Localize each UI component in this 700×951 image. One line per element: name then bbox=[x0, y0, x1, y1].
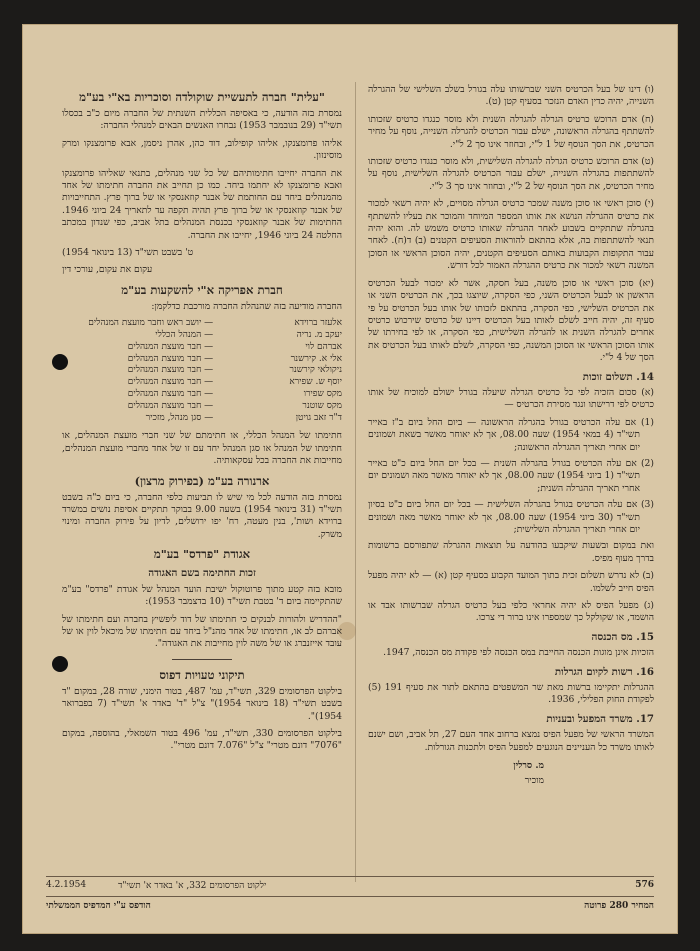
member-role: — חבר מועצת המנהלים bbox=[127, 353, 214, 364]
member-name: יעקב מ. נריה bbox=[296, 330, 342, 341]
page-number: 576 bbox=[635, 880, 654, 890]
paragraph: (י) סוכן ראשי או סוכן משנה שמכר כרטיס הגרלה מסויים, לא יהיה רשאי למכור את כרטיס ההגרלה הנושא את אותו המספר המיוחד והמוכר את בעליו להשתתף בהגרלה שתתקיים בשבוע לאחר ההגרלה שאותו כרטיס משמש לה. והוא יהיה תנאי להשתתפות בה, אלא בהתאם להוראות הסעיפים הקטנים (ב) ד(ח). לאחר עבור התקופות הקבועות באותם הסעיפים הקטנים, יהיה הסוכן הראשי או הסוכן המשנה רשאי למכור את כרטיס ההגרלה האמור לכל דורש. bbox=[368, 198, 654, 272]
list-item: (2) אם עלה הכרטיס בגורל בהגרלה השנית — בכל יום החל ביום כ"ט באייר תשי"ד (1 ביוני 1954) שעה 08.00, אך לא יאוחר מאשר מאה ושמונים יום אחרי תאריך ההגרלה השנית; bbox=[367, 457, 654, 494]
notice-title: "עלית" חברה לתעשיית שוקולדה וסוכריות בא"י בע"מ bbox=[79, 90, 325, 104]
page-footer bbox=[46, 876, 654, 891]
right-column bbox=[368, 84, 654, 787]
paragraph: (ב) לא נדרש תשלום זכית בתוך המועד הקבוע בסעיף קטן (א) — לא יהיה מפעל הפיס חייב לשלמו. bbox=[368, 570, 654, 594]
paragraph: (ט) אדם הרוכש כרטיס הגרלה להגרלה השלישית, ולא מוסר כנגדו כרטיס שזכותו להשתתפות בהגרלה השנייה, ישלם עבור הכרטיס להגרלה השלישית, נוסף על מחיר הכרטיס, את הסך הנוסף של 2 ל"י, ובחוזר אינו סך 3 ל"י. bbox=[368, 156, 654, 192]
paragraph: בילקוט הפרסומים 329, תשי"ד, עמ' 487, בטור הימני, שורה 28, במקום "ד בשבט תשי"ד (18 בינואר 1954)" צ"ל "ד' באדר א' תשי"ד (7 בפברואר 1954)". bbox=[62, 685, 343, 722]
member-name: מקס שוטנר bbox=[302, 400, 342, 411]
signature-block bbox=[368, 760, 544, 787]
document-page bbox=[22, 24, 678, 934]
paragraph: "ההדריש ולהורות לבנקים כי חתימתו של דוד ליפשיץ בחברה ועם חתימתו של אברהם לב או, חתימתו של אחד מהנ"ל ביחד עם חתימתו של מיכאל לוין או של עובד אייזנברג או של משה לוין מחייבות את האגודה". bbox=[62, 613, 342, 650]
paragraph: בילקוט הפרסומים 330, תשי"ד, עמ' 496 בטור השמאלי, בהוספה, במקום "7076" דונם מטרי" צ"ל "7.076 דונם מטרי". bbox=[62, 727, 342, 752]
signer-title: מוכיר bbox=[524, 774, 544, 786]
section-rule bbox=[172, 659, 232, 660]
section-heading: 16. רשות לקיום הגרלות bbox=[554, 665, 654, 678]
notice-title: ארנורה בע"מ (בפירוק מרצון) bbox=[134, 473, 270, 488]
list-item bbox=[62, 354, 342, 366]
notice-title: אגודת "פרדס" בע"מ bbox=[153, 547, 251, 562]
list-item bbox=[62, 330, 342, 342]
notice-subtitle: זכות החתימה בשם האגודה bbox=[148, 567, 256, 580]
list-item bbox=[62, 413, 342, 425]
member-role: — חבר מועצת המנהלים bbox=[127, 400, 214, 411]
notice-title: חברת אפריקה א"י להשקעות בע"מ bbox=[121, 282, 283, 297]
member-name: יוסף ש. שפירא bbox=[289, 377, 342, 388]
notice-date: ט' בשבט תשי"ד (13 בינואר 1954) bbox=[62, 247, 194, 259]
paragraph: חתימתו של המנהל הכללי, או חתימתם של שני חברי מועצת המנהלים, או חתימתו של המנהל או סגן המנהל יחד עם זו של אחד מחברי מועצת המנהלים, מחייבות את החברה בכל עסקאותיה. bbox=[62, 430, 342, 467]
paragraph: החברה מודיעה בזה שהנהלת החברה מורכבת כדלקמן: bbox=[151, 300, 342, 312]
member-name: ניקולאי קירשנר bbox=[289, 365, 342, 376]
member-name: ד"ר זאב גויטן bbox=[295, 412, 342, 423]
list-item: (1) אם עלה הכרטיס בגורל בהגרלה הראשונה — ביום החל ביום ב"ז באייר תשי"ד (4 במאי 1954) שעה 08.00, אך לא יאוחר מאשר בשאת ושמונים יום אחרי תאריך ההגרלה הראשונה; bbox=[368, 416, 654, 453]
printer: הודפס ע"י המדפיס הממשלתי bbox=[46, 901, 151, 911]
member-name: אלעזר ברוידא bbox=[294, 318, 342, 329]
member-name: אלי א. קירשנר bbox=[290, 353, 342, 364]
member-role: — המנהל הכללי bbox=[155, 330, 214, 341]
member-role: — חבר מועצת המנהלים bbox=[127, 377, 214, 388]
member-role: — חבר מועצת המנהלים bbox=[127, 389, 214, 400]
paragraph: (יא) סוכן ראשי או סוכן משנה, בעל חסקה, אשר לא ימכור לבעל הכרטיס הראשון או לבעל הכרטיס השני, כפי הסקרה, שיוצגו בכך, את הכרטיס השני או את הכרטיס השלישי, כפי הסקרה, בהתאם לזכותו של אותו בעל הכרטיס על פי סעיף זה, יהיה חייב לשלם לאותו בעל הכרטיס דיינו של כרטיס שירכוש כרטיס אחרים להגרלה השנית או להגרלה השלישית, כפי הסקרה, או לפי בחירתו של אותו הסוכן הראשי או הסוכן המשנה, כפי הסקרה, לשלם לאותו בעל הכרטיס את הסך של 4 ל"י. bbox=[368, 277, 654, 364]
notice-signer: עקום את עקום, עורכי דין bbox=[62, 264, 153, 276]
section-heading: 15. מס הכנסה bbox=[591, 630, 654, 643]
paragraph: (ג) מפעל הפיס לא יהיה אחראי כלפי בעל כרטיס הגרלה שברשותו אבד או הושמד, או שקולקל כך שמספרו אינו ברור די צרכו. bbox=[368, 600, 654, 624]
paragraph: נמסרת בזה הודעה, כי באסיפה הכללית השנתית של החברה מיום כ"ב בכסלו תשי"ד (29 בנובמבר 1953) נבחרו האנשים הבאים למנהלי החברה: bbox=[62, 108, 342, 132]
section-heading: 17. משרד המפעל ובעניות bbox=[546, 712, 654, 725]
column-divider bbox=[355, 82, 356, 882]
printer-line bbox=[46, 896, 654, 911]
left-column bbox=[62, 84, 342, 758]
member-name: אברהם לוי bbox=[305, 341, 342, 352]
paragraph: את החברה יחייבו חתימותיהם של כל שני מנהלים, בתנאי שאליהו פרומצנקו ואבא פרומצנקו לא יחתמו ביחד. כמו כן תחייב את החברה חתימתו של אחד מהמנהלים ביחד עם החותמת של אבנר קוזאנסקי או של ברוך פרץ. התחייבויות של אבנר קוזאנסקי או של ברוך פרץ תהיה תקפה עד לתאריך 24 ביוני 1946. החתימות של אבנר קוזאנסקי בכנסת המנהלים בתל אביב, כפי שנדון במכתב החלטה 24 ביוני 1946, יחייבו את החברה. bbox=[62, 167, 342, 241]
list-item bbox=[62, 389, 342, 401]
member-role: — יושב ראש וחבר מועצת המנהלים bbox=[88, 318, 214, 329]
list-item bbox=[62, 318, 342, 330]
member-name: מקס שפירו bbox=[303, 389, 342, 400]
paragraph: הזכיות אינן מוגות הכנסה החייבת במס הכנסה לפי פקודת מס הכנסה, 1947. bbox=[383, 647, 654, 659]
paragraph: מובא בזה קטע מתוך פרוטוקול ישיבת הועד המנהל של אגודת "פרדס" בע"מ שהתקיימה ביום ד' בטבת תשי"ד (10 בדצמבר 1953): bbox=[62, 583, 342, 608]
member-role: — סגן מנהל, מזכיר bbox=[145, 412, 214, 423]
members-list bbox=[62, 318, 342, 424]
price: המחיר 280 פרוטה bbox=[584, 901, 654, 911]
section-heading: 14. תשלום זוכות bbox=[582, 370, 654, 383]
paragraph: (א) סכום הזכיה לפי כל כרטיס הגרלה שיעלה בגורל ישולם למוכיח של אותו כרטיס לפי דרישתו ונגד מסירת הכרטיס — bbox=[368, 386, 654, 411]
paragraph: המשרד הראשי של מפעל הפיס נמצא ברחוב אחד העם 27, תל אביב, ושם ישנם לאותו משרד כל העניינים הנוגעים למפעל הפיס ולתכנות הגורלות. bbox=[368, 729, 654, 753]
list-item bbox=[62, 365, 342, 377]
member-role: — חבר מועצת המנהלים bbox=[127, 341, 214, 352]
signer-name: מ. סרלין bbox=[513, 760, 544, 772]
paragraph: ואת במקום ובשעות שיקבעו בהודעה על תוצאות ההגרלה שתפורסם ברשומות בדרך מעוף מפיס. bbox=[368, 540, 654, 564]
paragraph: (ו) דינו של בעל הכרטיס השני שברשותו עלה בגורל בשלב השלישי של ההגרלה השנייה, יהיה כדין האדם הנזכר בסעיף קטן (ט). bbox=[368, 84, 654, 108]
paragraph: אליהו פרומצנקו, אליהו קופילוב, דוד כהן, אהרן ניסמן, אבא פרומצנקו ומרק מוסינזון. bbox=[62, 137, 342, 162]
list-item bbox=[62, 377, 342, 389]
footer-issue: ילקוט הפרסומים 332, א' באדר א' תשי"ד bbox=[118, 881, 267, 891]
paragraph: ההגרלות יתקיימו ברשות מאת שר המשפטים בהתאם לתור את סעיף 191 (5) לפקודת החוק הפלילי, 1936. bbox=[368, 682, 654, 706]
paragraph: (ח) אדם הרוכש כרטיס הגרלה להגרלה השנית ולא מוסר כנגדו כרטיס שזכותו להשתתף בהגרלה הראשונה, ישלם עבור הכרטיס להגרלה השנייה, נוסף על מחיר הכרטיס, את הסך הנוסף של 1 ל"י, ובחוזר אינו סך 2 ל"י. bbox=[368, 113, 654, 150]
footer-date: 4.2.1954 bbox=[46, 880, 87, 890]
member-role: — חבר מועצת המנהלים bbox=[127, 365, 214, 376]
notice-title: תיקוני טעויות דפוס bbox=[159, 667, 245, 682]
list-item bbox=[62, 401, 342, 413]
list-item: (3) אם עלה הכרטיס בגורל בהגרלה השלישית — בכל יום החל ביום כ"ט בסיון תשי"ד (30 ביוני 1954) שעה 08.00, אך לא יאוחר מאשר מאה ושמונים יום אחרי תאריך ההגרלה השלישית; bbox=[368, 499, 654, 535]
list-item bbox=[62, 342, 342, 354]
paragraph: נמסרת בזה הודעה לכל מי שיש לו תביעות כלפי החברה, כי ביום כ"ה בשבט תשי"ד (31 בינואר 1954) בשעה 9.00 בבוקר תתקיים אסיפת נושים במשרד ברוידא ושות', בנין מעטה, רח' יפו ירושלים, לדיון על פירוק החברה ומינוי משרק. bbox=[62, 491, 343, 540]
